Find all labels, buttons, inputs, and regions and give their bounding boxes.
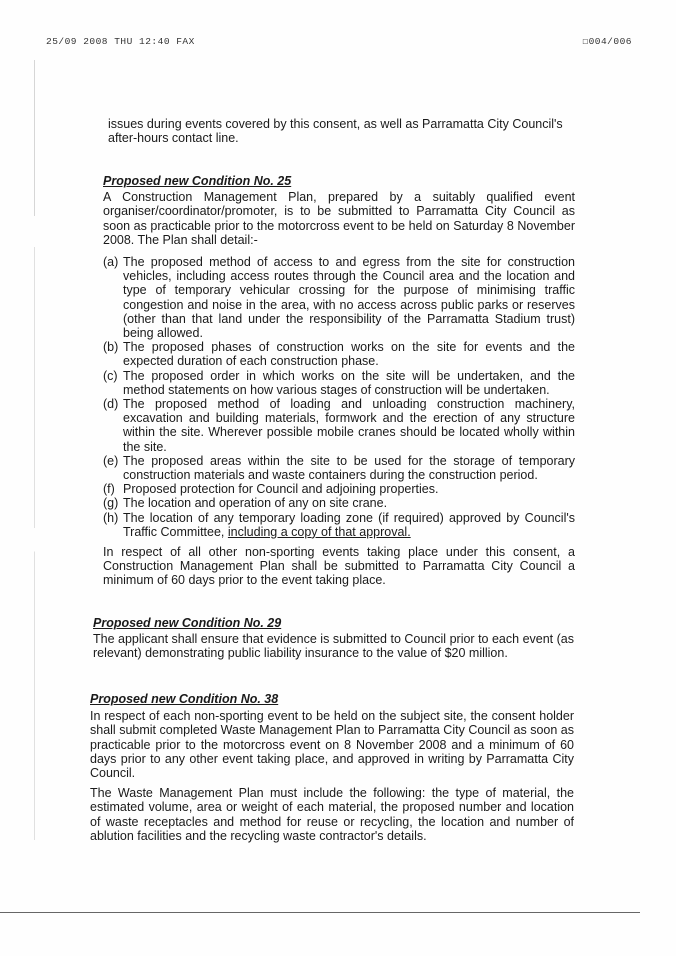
list-item-c <box>103 369 575 397</box>
condition-25-closing: In respect of all other non-sporting events taking place under this consent, a Construction Management Plan shall be submitted to Parramatta City Council a minimum of 60 days prior to the event taking place. <box>103 545 575 588</box>
condition-38-para2: The Waste Management Plan must include the following: the type of material, the estimated volume, area or weight of each material, the proposed number and location of waste receptacles and method for reuse or recycling, the location and number of ablution facilities and the recycling waste contractor's details. <box>90 786 574 843</box>
margin-scan-line <box>34 60 35 840</box>
list-item-h <box>103 511 575 539</box>
intro-text: issues during events covered by this consent, as well as Parramatta City Council's after-hours contact line. <box>108 117 563 146</box>
condition-38-heading: Proposed new Condition No. 38 <box>90 692 279 706</box>
page-bottom-line <box>0 912 640 913</box>
list-label: (d) <box>103 397 119 412</box>
condition-29-text: The applicant shall ensure that evidence is submitted to Council prior to each event (as relevant) demonstrating public liability insurance to the value of $20 million. <box>93 632 574 661</box>
list-label: (a) <box>103 255 119 270</box>
list-label: (g) <box>103 496 119 511</box>
list-item-d <box>103 397 575 454</box>
condition-38-para1: In respect of each non-sporting event to be held on the subject site, the consent holder shall submit completed Waste Management Plan to Parramatta City Council as soon as practicable prior to the motorcross event on 8 November 2008 and a minimum of 60 days prior to any other event taking place, and approved in writing by Parramatta City Council. <box>90 709 574 781</box>
list-item-e <box>103 454 575 482</box>
list-label: (b) <box>103 340 119 355</box>
list-label: (c) <box>103 368 118 383</box>
list-text: The location and operation of any on site crane. <box>123 496 388 511</box>
condition-25-heading: Proposed new Condition No. 25 <box>103 174 292 188</box>
list-text: The proposed phases of construction works on the site for events and the expected duration of each construction phase. <box>123 340 575 369</box>
list-item-f <box>103 482 575 496</box>
list-text: The proposed order in which works on the site will be undertaken, and the method statements on how various stages of construction will be undertaken. <box>123 368 575 397</box>
list-label: (f) <box>103 482 115 497</box>
condition-38-section <box>90 692 574 843</box>
condition-25-intro: A Construction Management Plan, prepared by a suitably qualified event organiser/coordinator/promoter, is to be submitted to Parramatta City Council as soon as practicable prior to the motorcross event to be held on Saturday 8 November 2008. The Plan shall detail:- <box>103 190 575 247</box>
list-text: The proposed method of loading and unloading construction machinery, excavation and building materials, formwork and the erection of any structure within the site. Wherever possible mobile cranes should be located wholly within the site. <box>123 397 575 454</box>
list-item-b <box>103 340 575 368</box>
list-item-a <box>103 255 575 340</box>
condition-25-list <box>103 255 575 539</box>
list-label: (e) <box>103 453 119 468</box>
list-item-g <box>103 496 575 510</box>
list-label: (h) <box>103 510 119 525</box>
list-text: Proposed protection for Council and adjoining properties. <box>123 482 439 497</box>
intro-paragraph <box>108 117 574 145</box>
fax-header <box>46 36 632 50</box>
list-text: The proposed method of access to and egress from the site for construction vehicles, including access routes through the Council area and the location and type of temporary vehicular crossing for the purpose of minimising traffic congestion and noise in the area, with no access across public parks or reserves (other than that land under the responsibility of the Parramatta Stadium trust) being allowed. <box>123 255 575 341</box>
condition-25-section <box>103 174 575 588</box>
fax-page-number: ☐004/006 <box>582 36 632 47</box>
list-underlined-text: including a copy of that approval. <box>227 524 411 539</box>
condition-29-section <box>93 616 574 661</box>
condition-29-heading: Proposed new Condition No. 29 <box>93 616 282 630</box>
list-text: The proposed areas within the site to be used for the storage of temporary construction materials and waste containers during the construction period. <box>123 453 575 483</box>
fax-timestamp: 25/09 2008 THU 12:40 FAX <box>46 36 195 47</box>
list-text: The location of any temporary loading zone (if required) approved by Council's Traffic Committee, <box>123 510 575 539</box>
